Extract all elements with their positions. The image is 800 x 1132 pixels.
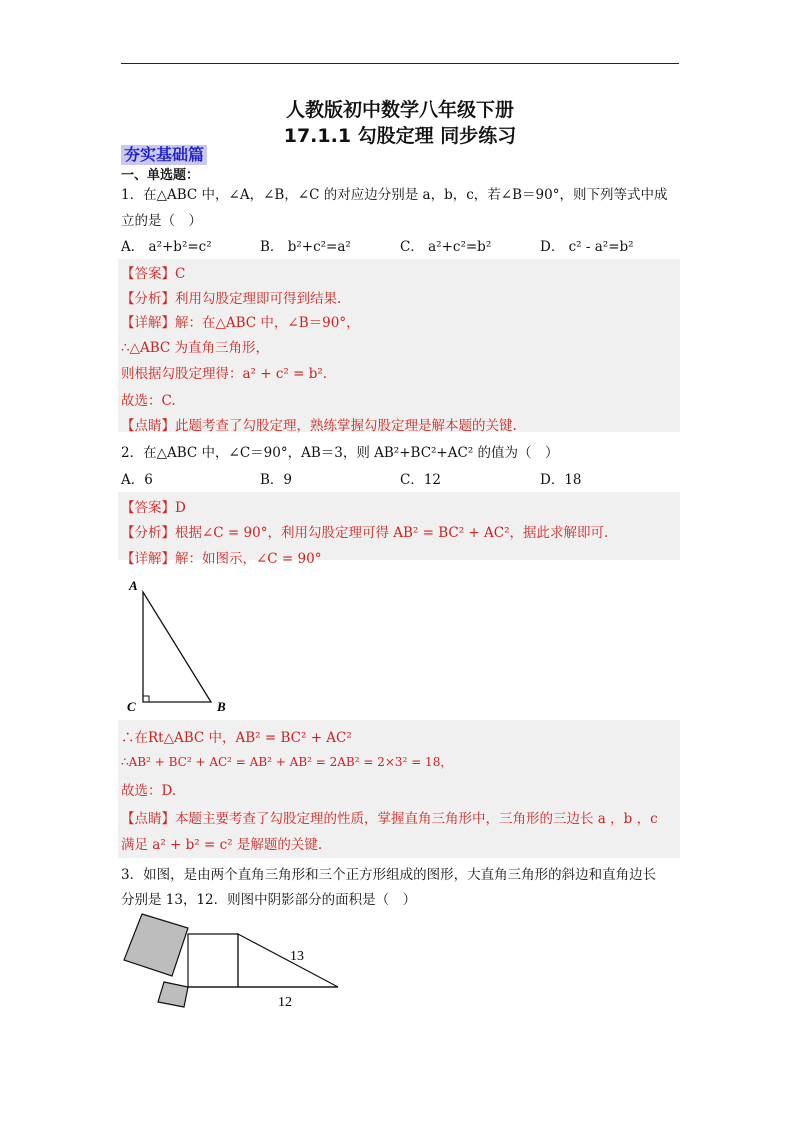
q2-analysis: 【分析】根据∠C = 90°，利用勾股定理可得 AB² = BC² + AC²，据此求解即可. — [121, 525, 609, 541]
q1-detail: 【详解】解：在△ABC 中，∠B＝90°， — [121, 315, 360, 331]
q2-triangle-figure — [121, 572, 236, 717]
q3-figure — [118, 912, 348, 1012]
center-square — [188, 934, 238, 987]
q1-step2: 则根据勾股定理得：a² + c² = b². — [121, 366, 328, 382]
part-heading: 一、单选题： — [121, 168, 200, 183]
q2-option-c: C．12 — [400, 472, 442, 488]
large-triangle — [238, 934, 338, 987]
q2-step2: ∴AB² + BC² + AC² = AB² + AB² = 2AB² = 2×3² = 18， — [121, 755, 453, 769]
q2-comment-line2: 满足 a² + b² = c² 是解题的关键. — [121, 837, 323, 853]
leg-label: 12 — [278, 995, 292, 1010]
doc-title: 人教版初中数学八年级下册 — [285, 99, 514, 121]
q2-step1: ∴在Rt△ABC 中，AB² = BC² + AC² — [121, 730, 352, 746]
q1-analysis: 【分析】利用勾股定理即可得到结果. — [121, 291, 342, 307]
q2-stem: 2．在△ABC 中，∠C＝90°，AB＝3，则 AB²+BC²+AC² 的值为（ ） — [121, 445, 559, 461]
section-tag: 夯实基础篇 — [121, 145, 207, 165]
q1-step1: ∴△ABC 为直角三角形， — [121, 340, 270, 356]
q2-option-b: B．9 — [260, 472, 293, 488]
vertex-a-label: A — [129, 578, 138, 593]
q1-option-d: D． c² - a²=b² — [540, 239, 634, 255]
q2-comment-line1: 【点睛】本题主要考查了勾股定理的性质，掌握直角三角形中，三角形的三边长 a ，b ，c — [121, 811, 658, 827]
q1-option-b: B． b²+c²=a² — [260, 239, 351, 255]
q1-comment: 【点睛】此题考查了勾股定理，熟练掌握勾股定理是解本题的关键. — [121, 418, 517, 434]
q2-option-d: D．18 — [540, 472, 582, 488]
q3-stem-line2: 分别是 13，12．则图中阴影部分的面积是（ ） — [121, 892, 417, 908]
header-rule — [121, 63, 679, 64]
q2-detail: 【详解】解：如图示，∠C = 90° — [121, 551, 322, 567]
q3-stem-line1: 3．如图，是由两个直角三角形和三个正方形组成的图形，大直角三角形的斜边和直角边长 — [121, 867, 657, 883]
shaded-small-square — [158, 982, 188, 1007]
q1-answer: 【答案】C — [121, 266, 186, 282]
doc-subtitle: 17.1.1 勾股定理 同步练习 — [283, 125, 517, 147]
q1-stem-line2: 立的是（ ） — [121, 213, 202, 229]
hypotenuse-label: 13 — [290, 949, 304, 964]
vertex-b-label: B — [217, 699, 226, 714]
q1-option-a: A． a²+b²=c² — [121, 239, 212, 255]
q1-choose: 故选：C. — [121, 393, 176, 409]
q2-choose: 故选：D. — [121, 783, 177, 799]
q2-answer: 【答案】D — [121, 500, 186, 516]
q1-stem-line1: 1．在△ABC 中，∠A，∠B，∠C 的对应边分别是 a，b，c，若∠B＝90°，则下列等式中成 — [121, 187, 668, 203]
q1-option-c: C． a²+c²=b² — [400, 239, 492, 255]
shaded-large-square — [124, 914, 188, 976]
vertex-c-label: C — [127, 699, 136, 714]
q2-option-a: A．6 — [121, 472, 153, 488]
